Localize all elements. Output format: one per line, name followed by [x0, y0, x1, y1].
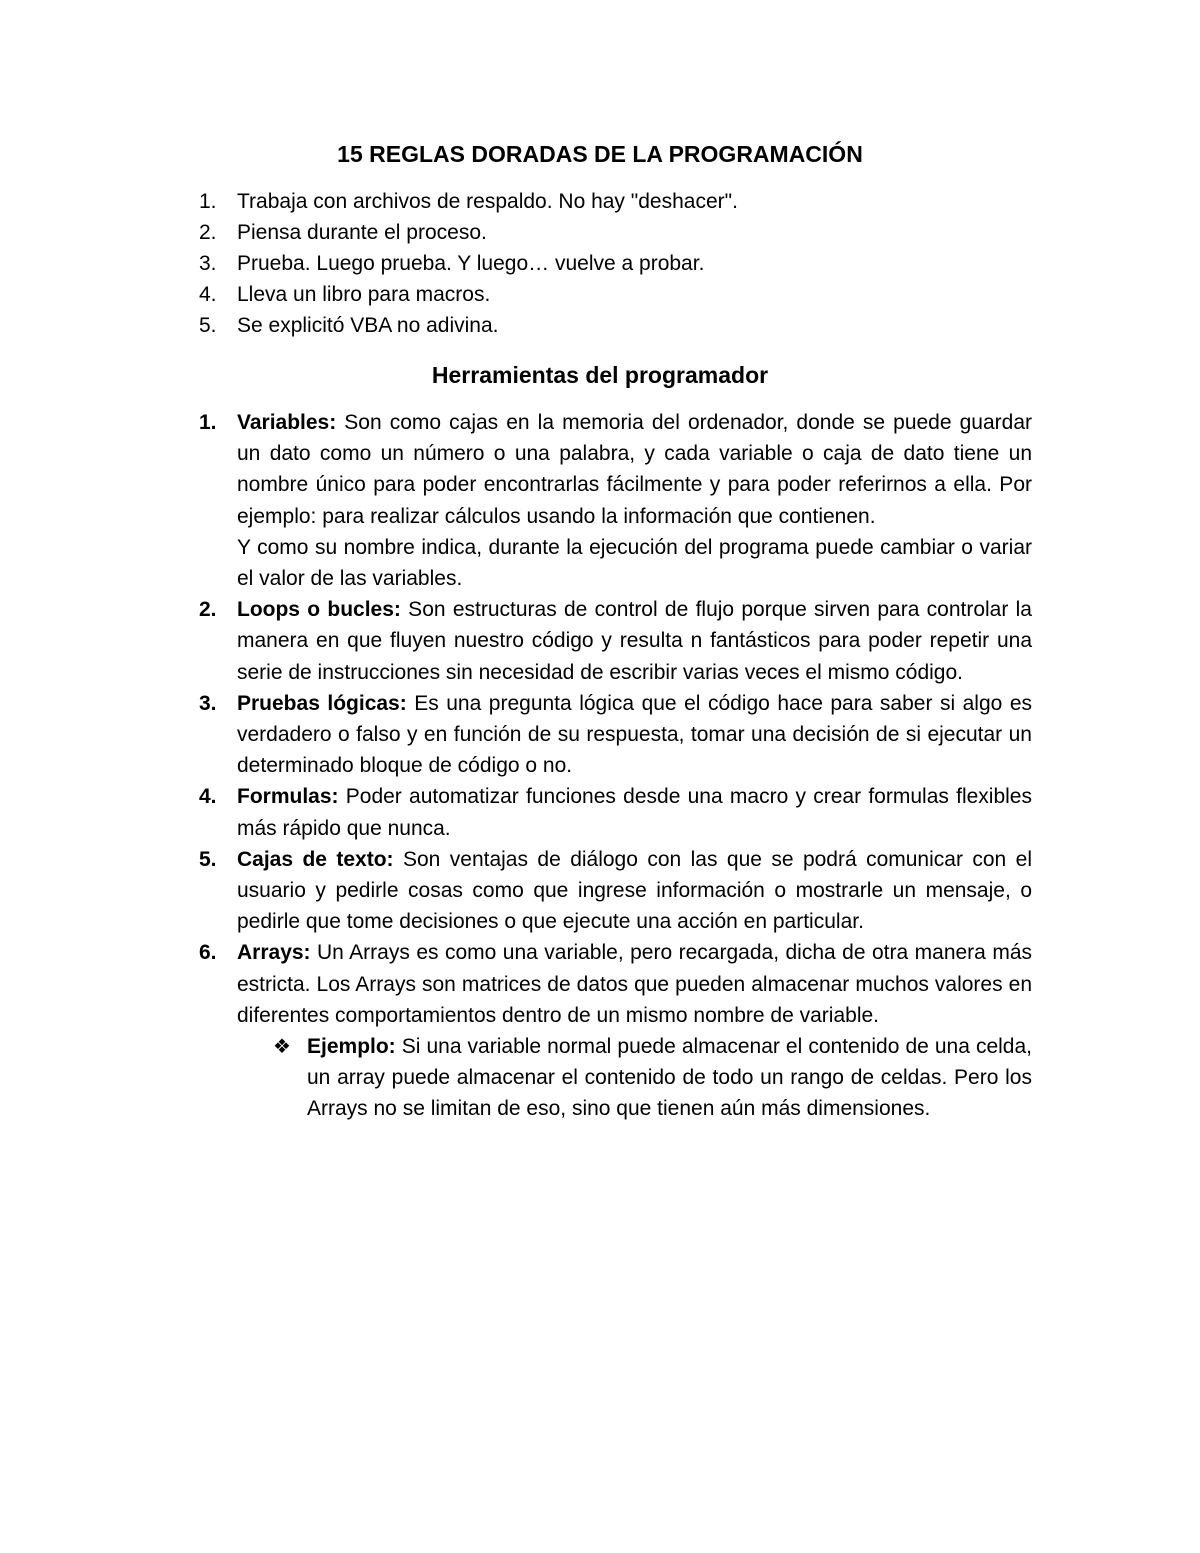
document-title: 15 REGLAS DORADAS DE LA PROGRAMACIÓN — [337, 141, 863, 167]
list-body — [237, 781, 1032, 843]
list-number: 2. — [199, 221, 217, 244]
diamond-bullet-icon: ❖ — [273, 1034, 291, 1058]
example-bullet-item — [273, 1031, 1032, 1125]
list-item — [0, 186, 1200, 217]
list-number: 3. — [199, 691, 217, 715]
term-description: Son estructuras de control de flujo porque sirven para controlar la manera en que fluyen nuestro código y resulta n fantásticos para poder repetir una serie de instrucciones sin necesidad de escribir varias veces el mismo código. — [237, 598, 1032, 684]
tools-list — [0, 407, 1200, 1031]
list-item — [0, 248, 1200, 279]
list-item — [0, 937, 1200, 1031]
list-text: Piensa durante el proceso. — [237, 221, 487, 244]
list-number: 4. — [199, 785, 217, 809]
term-description: Un Arrays es como una variable, pero recargada, dicha de otra manera más estricta. Los Arrays son matrices de datos que pueden almacenar muchos valores en diferentes comportamientos dentro de un mismo nombre de variable. — [237, 941, 1032, 1027]
list-number: 5. — [199, 847, 217, 871]
term-description: Poder automatizar funciones desde una macro y crear formulas flexibles más rápido que nunca. — [237, 785, 1032, 840]
list-item — [0, 217, 1200, 248]
term-label: Cajas de texto: — [237, 847, 394, 871]
paragraph — [307, 1031, 1032, 1125]
paragraph — [237, 844, 1032, 938]
list-number: 6. — [199, 941, 217, 965]
list-text: Trabaja con archivos de respaldo. No hay "deshacer". — [237, 190, 738, 213]
list-item — [0, 594, 1200, 688]
list-number: 5. — [199, 314, 217, 337]
list-number: 4. — [199, 283, 217, 306]
list-body — [237, 937, 1032, 1031]
paragraph — [237, 688, 1032, 782]
list-number: 2. — [199, 598, 217, 622]
paragraph — [237, 781, 1032, 843]
paragraph — [237, 407, 1032, 532]
term-label: Ejemplo: — [307, 1035, 396, 1058]
term-label: Loops o bucles: — [237, 598, 401, 622]
term-label: Variables: — [237, 411, 337, 434]
paragraph — [237, 594, 1032, 688]
section-heading: Herramientas del programador — [431, 362, 769, 388]
list-item — [0, 407, 1200, 594]
list-text: Lleva un libro para macros. — [237, 283, 491, 306]
term-label: Arrays: — [237, 941, 311, 965]
list-number: 3. — [199, 252, 217, 275]
list-text: Se explicitó VBA no adivina. — [237, 314, 499, 337]
list-item — [0, 781, 1200, 843]
list-item — [0, 279, 1200, 310]
list-text: Prueba. Luego prueba. Y luego… vuelve a probar. — [237, 252, 705, 275]
term-description: Son ventajas de diálogo con las que se podrá comunicar con el usuario y pedirle cosas como que ingrese información o mostrarle un mensaje, o pedirle que tome decisiones o que ejecute una acción en particular. — [237, 847, 1032, 934]
list-item — [0, 844, 1200, 938]
paragraph: Y como su nombre indica, durante la ejecución del programa puede cambiar o variar el valor de las variables. — [237, 535, 1032, 591]
term-label: Pruebas lógicas: — [237, 691, 407, 715]
term-description: Es una pregunta lógica que el código hace para saber si algo es verdadero o falso y en función de su respuesta, tomar una decisión de si ejecutar un determinado bloque de código o no. — [237, 691, 1033, 778]
list-body — [237, 844, 1032, 938]
term-description: Son como cajas en la memoria del ordenador, donde se puede guardar un dato como un número o una palabra, y cada variable o caja de dato tiene un nombre único para poder encontrarlas fácilmente y para poder referirnos a ella. Por ejemplo: para realizar cálculos usando la información que contienen. — [237, 411, 1032, 528]
list-body — [237, 688, 1032, 782]
list-body — [237, 594, 1032, 688]
list-item — [0, 310, 1200, 341]
term-label: Formulas: — [237, 785, 339, 809]
list-number: 1. — [199, 411, 217, 434]
list-number: 1. — [199, 190, 217, 213]
list-body — [237, 407, 1032, 594]
paragraph — [237, 937, 1032, 1031]
term-description: Si una variable normal puede almacenar el contenido de una celda, un array puede almacenar el contenido de todo un rango de celdas. Pero los Arrays no se limitan de eso, sino que tienen aún más dimensiones. — [307, 1035, 1032, 1121]
rules-list — [0, 186, 1200, 341]
list-item — [0, 688, 1200, 782]
